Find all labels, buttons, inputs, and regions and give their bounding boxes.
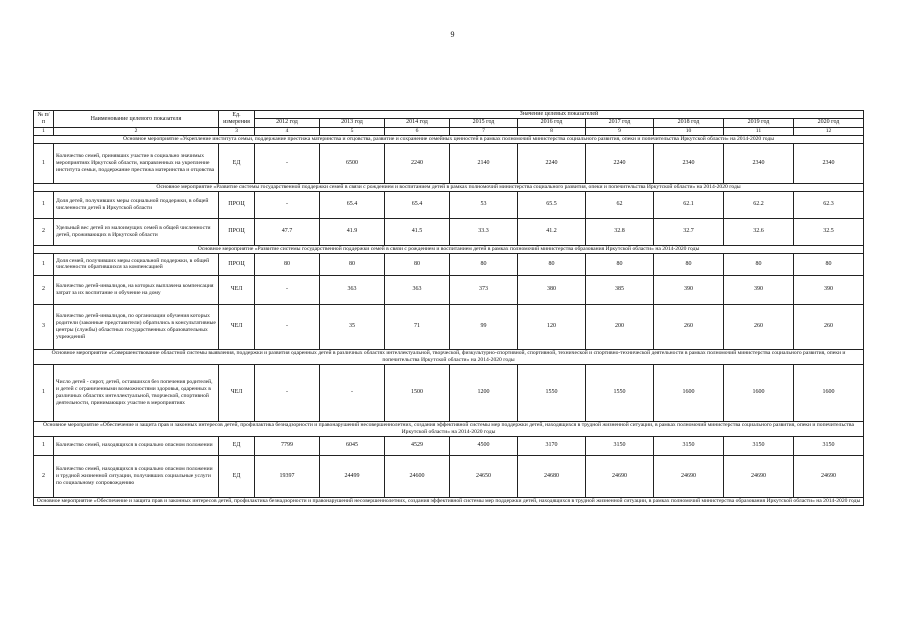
header-year: 2013 год — [320, 118, 385, 127]
indicator-value: 53 — [450, 191, 518, 218]
indicator-value: 1550 — [518, 364, 586, 421]
indicator-value: 2240 — [586, 143, 654, 183]
indicator-value: 1550 — [586, 364, 654, 421]
indicator-value: 363 — [385, 275, 450, 304]
target-indicators-table — [33, 110, 864, 506]
indicator-unit: ЕД — [219, 455, 255, 497]
section-row — [34, 497, 864, 505]
column-number: 4 — [255, 127, 320, 135]
indicator-value: 373 — [450, 275, 518, 304]
row-number: 2 — [34, 455, 54, 497]
column-number: 9 — [586, 127, 654, 135]
indicator-value: 65.5 — [518, 191, 586, 218]
indicator-value: 32.6 — [724, 218, 794, 245]
column-number: 7 — [450, 127, 518, 135]
header-year: 2012 год — [255, 118, 320, 127]
indicator-unit: ПРОЦ — [219, 191, 255, 218]
indicator-value: - — [255, 143, 320, 183]
section-row — [34, 349, 864, 364]
indicator-value: 1500 — [385, 364, 450, 421]
indicator-value: 24600 — [385, 455, 450, 497]
page-number: 9 — [450, 30, 455, 39]
indicator-unit: ПРОЦ — [219, 218, 255, 245]
indicator-value: 24690 — [586, 455, 654, 497]
indicator-row — [34, 455, 864, 497]
indicator-name: Количество детей-инвалидов, по организации обучения которых родители (законные представители) обратились в консультативные центры (службы) областных государственных образовательных учреждений — [54, 304, 219, 349]
column-number: 1 — [34, 127, 54, 135]
indicator-value: - — [255, 364, 320, 421]
indicator-value: 80 — [654, 253, 724, 275]
indicator-value: 24499 — [320, 455, 385, 497]
indicator-value: 1600 — [724, 364, 794, 421]
indicator-value: 47.7 — [255, 218, 320, 245]
indicator-value: - — [255, 304, 320, 349]
section-row — [34, 183, 864, 191]
indicator-value: 1600 — [654, 364, 724, 421]
indicator-value: 6045 — [320, 436, 385, 455]
indicator-value: 1200 — [450, 364, 518, 421]
indicator-value: 32.8 — [586, 218, 654, 245]
indicator-value: 99 — [450, 304, 518, 349]
indicator-value: 41.2 — [518, 218, 586, 245]
indicator-row — [34, 436, 864, 455]
indicator-value: 24690 — [794, 455, 864, 497]
indicator-row — [34, 191, 864, 218]
indicator-row — [34, 143, 864, 183]
indicator-name: Количество семей, находящихся в социально опасном положении и трудной жизненной ситуации, получивших социальные услуги по социальному сопровождению — [54, 455, 219, 497]
indicator-value: 32.5 — [794, 218, 864, 245]
header-num: № п/п — [34, 111, 54, 128]
section-title: Основное мероприятие «Совершенствование областной системы выявления, поддержки и развития одаренных детей в различных областях интеллектуальной, творческой, физкультурно-спортивной, спортивной, технической и спортивно-технической деятельности в рамках полномочий министерства социального развития, опеки и попечительства Иркутской области» на 2014-2020 годы — [34, 349, 864, 364]
indicator-value: 3150 — [654, 436, 724, 455]
row-number: 2 — [34, 218, 54, 245]
indicator-value: 71 — [385, 304, 450, 349]
indicator-row — [34, 304, 864, 349]
column-number: 2 — [54, 127, 219, 135]
row-number: 2 — [34, 275, 54, 304]
column-number: 5 — [320, 127, 385, 135]
section-title: Основное мероприятие «Обеспечение и защита прав и законных интересов детей, профилактика безнадзорности и правонарушений несовершеннолетних, создания эффективной системы мер поддержки детей, находящихся в трудной жизненной ситуации, в рамках полномочий министерства образования Иркутской области» на 2014-2020 годы — [34, 497, 864, 505]
section-row — [34, 245, 864, 253]
section-title: Основное мероприятие «Развитие системы государственной поддержки семей в связи с рождением и воспитанием детей в рамках полномочий министерства образования Иркутской области» на 2014-2020 годы — [34, 245, 864, 253]
section-title: Основное мероприятие «Развитие системы государственной поддержки семей в связи с рождением и воспитанием детей в рамках полномочий министерства социального развития, опеки и попечительства Иркутской области» на 2014-2020 годы — [34, 183, 864, 191]
indicator-unit: ЕД — [219, 436, 255, 455]
indicator-value: 24680 — [518, 455, 586, 497]
row-number: 1 — [34, 253, 54, 275]
indicator-value: 65.4 — [320, 191, 385, 218]
indicator-value: 80 — [794, 253, 864, 275]
indicator-unit: ЧЕЛ — [219, 275, 255, 304]
indicator-value: 62.1 — [654, 191, 724, 218]
header-row-1 — [34, 111, 864, 119]
header-year: 2017 год — [586, 118, 654, 127]
indicator-value: 120 — [518, 304, 586, 349]
indicator-value: 2340 — [724, 143, 794, 183]
indicator-value: 4529 — [385, 436, 450, 455]
indicator-value: 6500 — [320, 143, 385, 183]
indicator-name: Количество детей-инвалидов, на которых выплачена компенсация затрат за их воспитание и обучение на дому — [54, 275, 219, 304]
indicator-value: 62 — [586, 191, 654, 218]
column-number: 12 — [794, 127, 864, 135]
indicator-value: 2340 — [654, 143, 724, 183]
indicator-name: Удельный вес детей из малоимущих семей в общей численности детей, проживающих в Иркутской области — [54, 218, 219, 245]
column-numbers-row — [34, 127, 864, 135]
indicator-row — [34, 275, 864, 304]
indicator-name: Количество семей, находящихся в социально опасном положении — [54, 436, 219, 455]
indicator-value: 7799 — [255, 436, 320, 455]
indicator-row — [34, 253, 864, 275]
indicator-value: 80 — [385, 253, 450, 275]
indicator-value: 2240 — [385, 143, 450, 183]
header-indicator-name: Наименование целевого показателя — [54, 111, 219, 128]
indicator-value: 380 — [518, 275, 586, 304]
row-number: 1 — [34, 143, 54, 183]
indicator-value: 390 — [654, 275, 724, 304]
column-number: 11 — [724, 127, 794, 135]
column-number: 8 — [518, 127, 586, 135]
indicator-value: 385 — [586, 275, 654, 304]
indicator-value: 2240 — [518, 143, 586, 183]
row-number: 1 — [34, 364, 54, 421]
indicator-name: Количество семей, принявших участие в социально значимых мероприятиях Иркутской области, направленных на укрепление института семьи, поддержание престижа материнства и отцовства — [54, 143, 219, 183]
indicator-value: 80 — [320, 253, 385, 275]
column-number: 3 — [219, 127, 255, 135]
indicator-value: - — [255, 275, 320, 304]
header-year: 2014 год — [385, 118, 450, 127]
indicator-name: Доля детей, получивших меры социальной поддержки, в общей численности детей в Иркутской области — [54, 191, 219, 218]
indicator-value: 3150 — [586, 436, 654, 455]
indicator-value: 2340 — [794, 143, 864, 183]
header-year: 2020 год — [794, 118, 864, 127]
indicator-unit: ЧЕЛ — [219, 304, 255, 349]
indicator-value: 24690 — [724, 455, 794, 497]
indicator-value: 80 — [586, 253, 654, 275]
indicator-value: 4500 — [450, 436, 518, 455]
section-title: Основное мероприятие «Укрепление института семьи, поддержание престижа материнства и отцовства, развитие и сохранение семейных ценностей в рамках полномочий министерства социального развития, опеки и попечительства Иркутской области» на 2014-2020 годы — [34, 135, 864, 143]
column-number: 6 — [385, 127, 450, 135]
section-row — [34, 135, 864, 143]
indicator-value: 80 — [255, 253, 320, 275]
table-body — [34, 135, 864, 505]
indicator-unit: ЧЕЛ — [219, 364, 255, 421]
section-row — [34, 421, 864, 436]
row-number: 1 — [34, 191, 54, 218]
indicator-value: 80 — [450, 253, 518, 275]
row-number: 3 — [34, 304, 54, 349]
indicator-value: 33.3 — [450, 218, 518, 245]
indicator-value: 390 — [794, 275, 864, 304]
indicator-unit: ПРОЦ — [219, 253, 255, 275]
indicator-value: 32.7 — [654, 218, 724, 245]
section-title: Основное мероприятие «Обеспечение и защита прав и законных интересов детей, профилактика безнадзорности и правонарушений несовершеннолетних, создания эффективной системы мер поддержки детей, находящихся в трудной жизненной ситуации, в рамках полномочий министерства социального развития, опеки и попечительства Иркутской области» на 2014-2020 годы — [34, 421, 864, 436]
indicator-value: 24650 — [450, 455, 518, 497]
indicator-value: 2140 — [450, 143, 518, 183]
indicator-value: 62.3 — [794, 191, 864, 218]
indicator-row — [34, 364, 864, 421]
header-year: 2016 год — [518, 118, 586, 127]
indicator-value: 260 — [654, 304, 724, 349]
indicator-value: - — [320, 364, 385, 421]
indicator-value: 80 — [724, 253, 794, 275]
indicator-name: Доля семей, получивших меры социальной поддержки, в общей численности обратившихся за компенсацией — [54, 253, 219, 275]
header-year: 2015 год — [450, 118, 518, 127]
indicator-value: 41.5 — [385, 218, 450, 245]
indicator-value: 363 — [320, 275, 385, 304]
indicator-unit: ЕД — [219, 143, 255, 183]
indicator-value: 390 — [724, 275, 794, 304]
indicator-value: 260 — [724, 304, 794, 349]
indicator-value: 80 — [518, 253, 586, 275]
header-values-group: Значение целевых показателей — [255, 111, 864, 119]
indicator-value: 65.4 — [385, 191, 450, 218]
indicator-value: 260 — [794, 304, 864, 349]
indicator-value: 19397 — [255, 455, 320, 497]
column-number: 10 — [654, 127, 724, 135]
indicator-value: - — [255, 191, 320, 218]
indicator-row — [34, 218, 864, 245]
row-number: 1 — [34, 436, 54, 455]
indicator-value: 3170 — [518, 436, 586, 455]
header-year: 2019 год — [724, 118, 794, 127]
indicator-value: 24690 — [654, 455, 724, 497]
indicator-value: 1600 — [794, 364, 864, 421]
indicator-value: 41.9 — [320, 218, 385, 245]
indicator-value: 3150 — [724, 436, 794, 455]
indicator-value: 62.2 — [724, 191, 794, 218]
header-year: 2018 год — [654, 118, 724, 127]
header-unit: Ед. измерения — [219, 111, 255, 128]
indicator-value: 200 — [586, 304, 654, 349]
indicator-value: 35 — [320, 304, 385, 349]
indicator-value: 3150 — [794, 436, 864, 455]
indicator-name: Число детей - сирот, детей, оставшихся без попечения родителей, и детей с ограниченными возможностями здоровья, одаренных в различных областях интеллектуальной, творческой, спортивной деятельности, принимающих участие в мероприятиях — [54, 364, 219, 421]
